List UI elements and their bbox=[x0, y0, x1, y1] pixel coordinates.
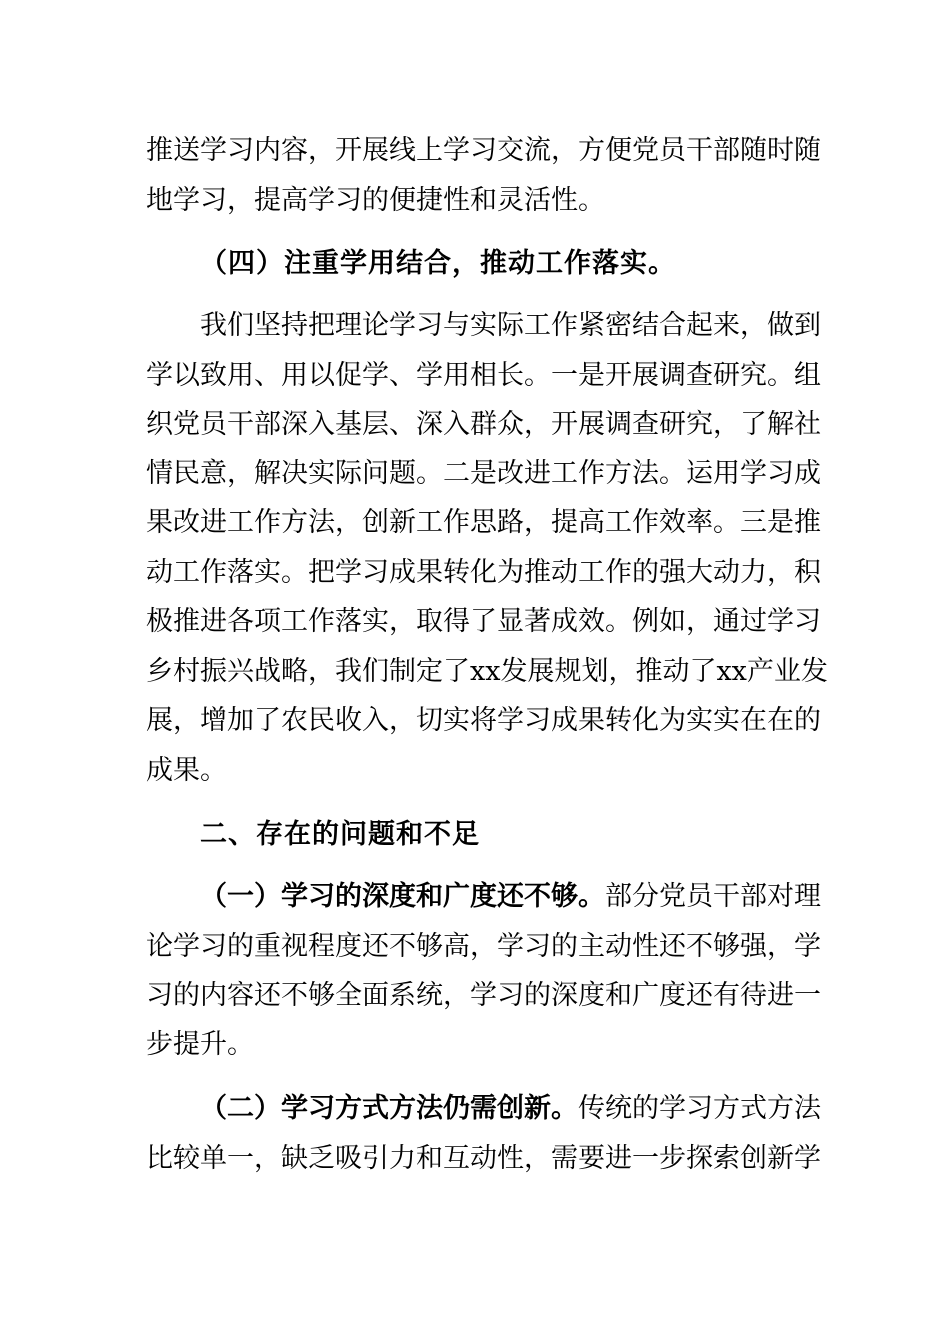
body-line: 习的内容还不够全面系统，学习的深度和广度还有待进一 bbox=[146, 980, 821, 1011]
body-line bbox=[200, 877, 821, 917]
body-text: 部分党员干部对理 bbox=[605, 881, 821, 912]
body-line: 比较单一，缺乏吸引力和互动性，需要进一步探索创新学 bbox=[146, 1143, 821, 1174]
section-heading: （四）注重学用结合，推动工作落实。 bbox=[200, 248, 676, 279]
body-line: 我们坚持把理论学习与实际工作紧密结合起来，做到 bbox=[200, 310, 821, 341]
bold-lead: （二）学习方式方法仍需创新。 bbox=[200, 1093, 578, 1124]
body-line: 乡村振兴战略，我们制定了xx发展规划，推动了xx产业发 bbox=[146, 656, 828, 687]
body-line: 步提升。 bbox=[146, 1029, 254, 1060]
body-line: 动工作落实。把学习成果转化为推动工作的强大动力，积 bbox=[146, 557, 821, 588]
body-line: 织党员干部深入基层、深入群众，开展调查研究，了解社 bbox=[146, 409, 821, 440]
body-line: 成果。 bbox=[146, 755, 227, 786]
body-line: 展，增加了农民收入，切实将学习成果转化为实实在在的 bbox=[146, 705, 821, 736]
part-heading: 二、存在的问题和不足 bbox=[200, 819, 480, 850]
body-line: 论学习的重视程度还不够高，学习的主动性还不够强，学 bbox=[146, 931, 821, 962]
body-line: 极推进各项工作落实，取得了显著成效。例如，通过学习 bbox=[146, 606, 821, 637]
body-line: 学以致用、用以促学、学用相长。一是开展调查研究。组 bbox=[146, 360, 821, 391]
body-line: 情民意，解决实际问题。二是改进工作方法。运用学习成 bbox=[146, 458, 821, 489]
bold-lead: （一）学习的深度和广度还不够。 bbox=[200, 881, 605, 912]
body-line: 果改进工作方法，创新工作思路，提高工作效率。三是推 bbox=[146, 507, 821, 538]
body-line: 地学习，提高学习的便捷性和灵活性。 bbox=[146, 185, 605, 216]
body-text: 传统的学习方式方法 bbox=[578, 1093, 821, 1124]
body-line bbox=[200, 1089, 821, 1129]
body-line: 推送学习内容，开展线上学习交流，方便党员干部随时随 bbox=[146, 135, 821, 166]
